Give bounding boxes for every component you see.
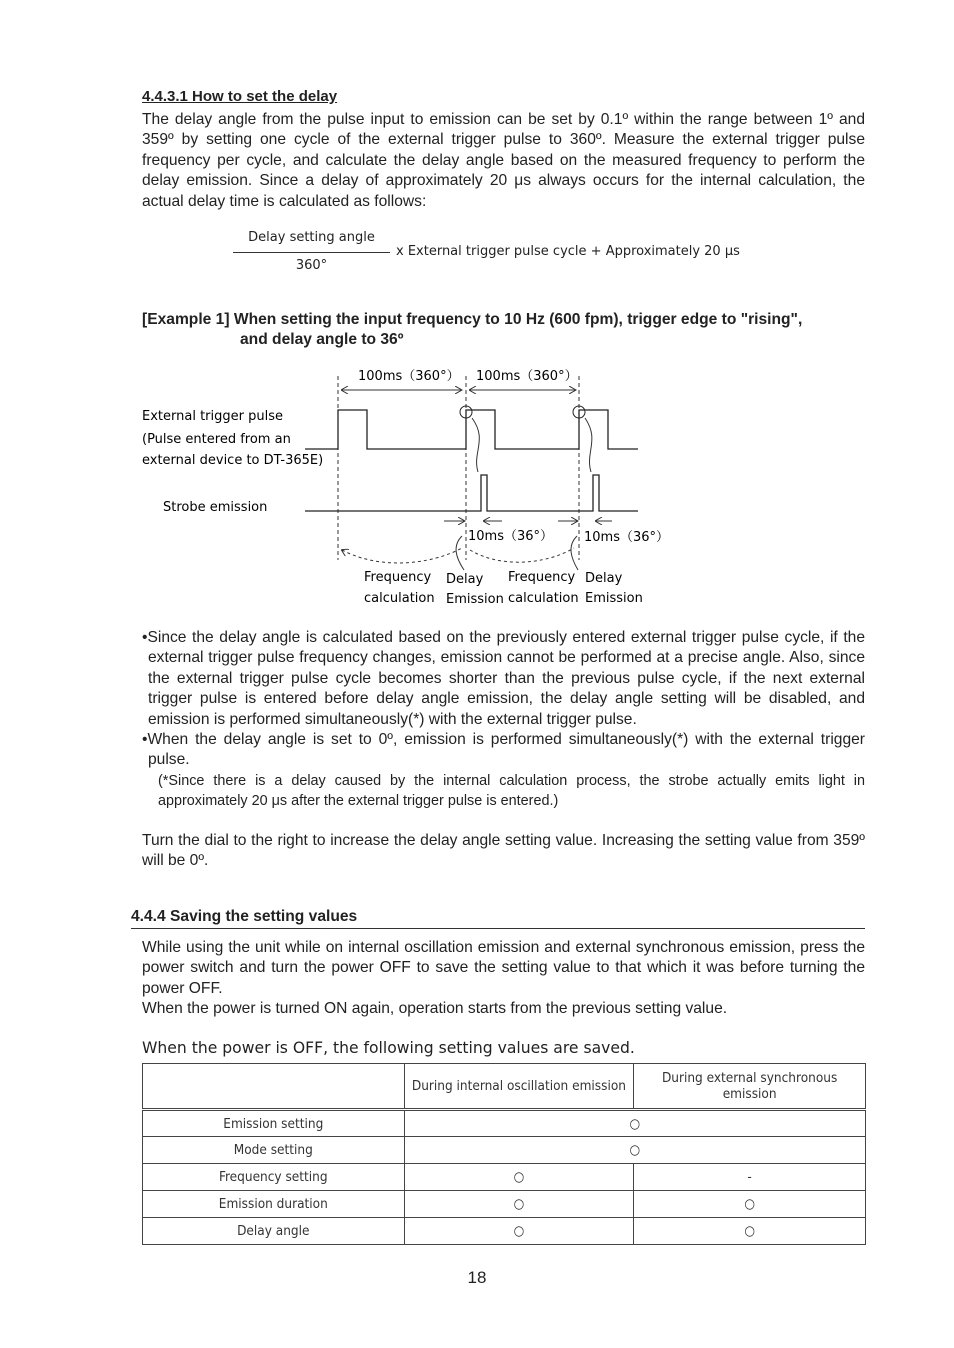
timing-diagram [0, 360, 954, 620]
row-name: Frequency setting [143, 1164, 405, 1191]
edge-to-pulse-arrow-2 [585, 418, 592, 472]
freq-calc-arc-1 [342, 548, 462, 563]
table-header-cell: During external synchronous emission [634, 1064, 866, 1110]
period-label-2: 100ms（360°） [476, 369, 578, 384]
trigger-sub-2: external device to DT-365E) [142, 453, 324, 468]
freq-calc-1a: Frequency [364, 570, 432, 585]
bullet-item: •When the delay angle is set to 0º, emission is performed simultaneously(*) with the external trigger pulse. [142, 731, 865, 769]
delay-label-2: 10ms（36°） [584, 530, 670, 545]
notes-block [142, 628, 865, 811]
table-header-cell [143, 1064, 405, 1110]
footnote: (*Since there is a delay caused by the internal calculation process, the strobe actually emits light in approximately 20 μs after the external trigger pulse is entered.) [158, 772, 865, 809]
table-row [143, 1191, 866, 1218]
table-row [143, 1218, 866, 1245]
delay-emission-pointer-1 [456, 536, 464, 570]
row-value: ○ [404, 1110, 865, 1137]
delay-em-2b: Emission [585, 591, 643, 606]
row-name: Emission setting [143, 1110, 405, 1137]
saving-paragraph-2: When the power is turned ON again, operation starts from the previous setting value. [142, 1000, 728, 1017]
formula-fraction-bar [233, 252, 390, 253]
strobe-label: Strobe emission [163, 500, 268, 515]
example-heading [142, 310, 872, 350]
row-value-internal: ○ [404, 1164, 634, 1191]
row-name: Delay angle [143, 1218, 405, 1245]
freq-calc-2a: Frequency [508, 570, 576, 585]
delay-intro-paragraph: The delay angle from the pulse input to emission can be set by 0.1º within the range between 1º and 359º by setting one cycle of the external trigger pulse to 360º. Measure the external trigger pulse frequency per cycle, and calculate the delay angle based on the measured frequency to perform the delay emission. Since a delay of approximately 20 μs always occurs for the internal calculation, the actual delay time is calculated as follows: [142, 111, 865, 210]
delay-em-2a: Delay [585, 571, 623, 586]
formula-denominator: 360° [295, 258, 328, 273]
table-row [143, 1137, 866, 1164]
table-row [143, 1110, 866, 1137]
table-row [143, 1164, 866, 1191]
trigger-sub-1: (Pulse entered from an [142, 432, 291, 447]
row-value-external: ○ [634, 1218, 866, 1245]
trigger-waveform [305, 410, 638, 449]
subsection-heading: 4.4.3.1 How to set the delay [142, 88, 338, 105]
saving-paragraph-1: While using the unit while on internal oscillation emission and external synchronous emission, press the power switch and turn the power OFF to save the setting value to that which it was before turning the power OFF. [142, 939, 865, 997]
page-number: 18 [467, 1268, 487, 1287]
edge-to-pulse-arrow-1 [472, 418, 479, 472]
row-value: ○ [404, 1137, 865, 1164]
row-value-external: - [634, 1164, 866, 1191]
formula-numerator: Delay setting angle [248, 230, 375, 245]
delay-label-1: 10ms（36°） [468, 529, 554, 544]
row-name: Emission duration [143, 1191, 405, 1218]
strobe-waveform [305, 475, 638, 511]
row-value-internal: ○ [404, 1218, 634, 1245]
delay-em-1b: Emission [446, 592, 504, 607]
row-value-internal: ○ [404, 1191, 634, 1218]
trigger-label: External trigger pulse [142, 409, 283, 424]
section-heading: 4.4.4 Saving the setting values [131, 908, 865, 929]
example-line-2: and delay angle to 36º [240, 331, 404, 348]
saved-settings-table [142, 1063, 866, 1245]
formula-rest: x External trigger pulse cycle + Approximately 20 μs [396, 244, 740, 259]
freq-calc-1b: calculation [364, 591, 435, 606]
dial-paragraph: Turn the dial to the right to increase the delay angle setting value. Increasing the setting value from 359º will be 0º. [142, 832, 865, 870]
example-line-1: [Example 1] When setting the input frequency to 10 Hz (600 fpm), trigger edge to "rising", [142, 311, 803, 328]
freq-calc-arc-2 [470, 548, 574, 562]
freq-calc-2b: calculation [508, 591, 579, 606]
table-intro: When the power is OFF, the following setting values are saved. [142, 1039, 635, 1057]
period-label-1: 100ms（360°） [358, 369, 460, 384]
row-name: Mode setting [143, 1137, 405, 1164]
table-header-row [143, 1064, 866, 1110]
row-value-external: ○ [634, 1191, 866, 1218]
delay-em-1a: Delay [446, 572, 484, 587]
table-header-cell: During internal oscillation emission [404, 1064, 634, 1110]
delay-emission-pointer-2 [571, 536, 578, 570]
bullet-item: •Since the delay angle is calculated based on the previously entered external trigger pulse cycle, if the external trigger pulse frequency changes, emission cannot be performed at a precise angle. Also, since the external trigger pulse cycle becomes shorter than the previous pulse cycle, if the next external trigger pulse is entered before delay angle emission, the delay angle setting will be disabled, and emission is performed simultaneously(*) with the external trigger pulse. [142, 629, 865, 728]
